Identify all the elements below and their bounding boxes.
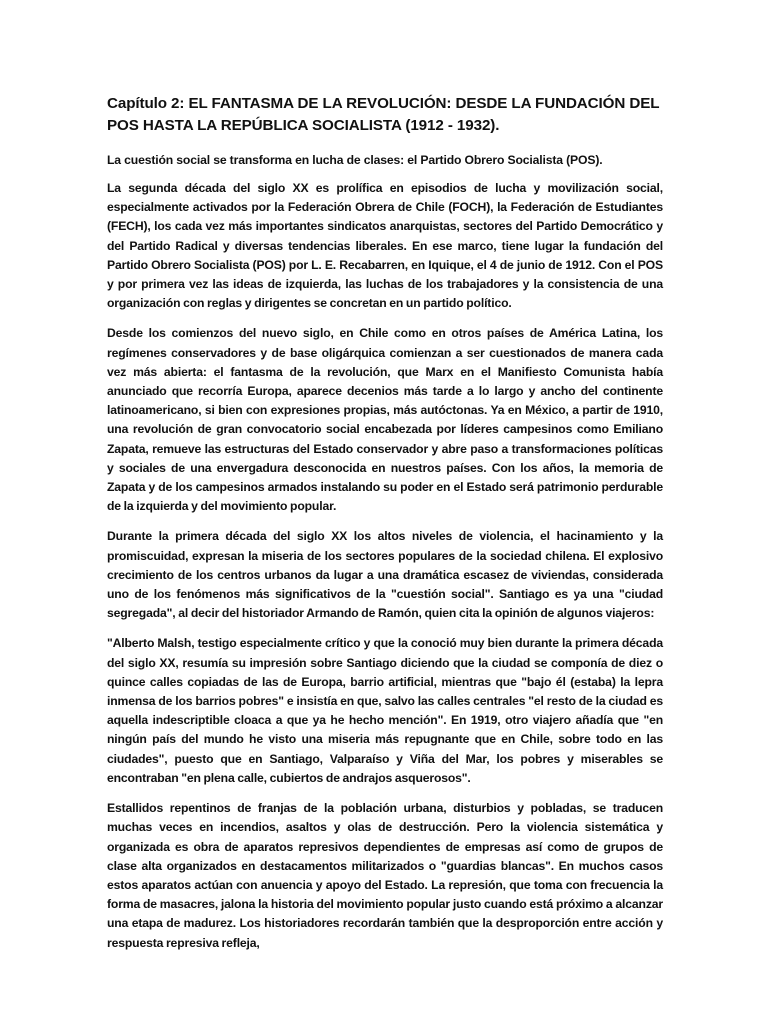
- chapter-title: Capítulo 2: EL FANTASMA DE LA REVOLUCIÓN: DESDE LA FUNDACIÓN DEL POS HASTA LA REPÚBLICA SOCIALISTA (1912 - 1932).: [107, 95, 660, 134]
- paragraph-5: Estallidos repentinos de franjas de la población urbana, disturbios y pobladas, se traducen muchas veces en incendios, asaltos y olas de destrucción. Pero la violencia sistemática y organizada es obra de aparatos represivos dependientes de empresas así como de grupos de clase alta organizados en destacamentos militarizados o "guardias blancas". En muchos casos estos aparatos actúan con anuencia y apoyo del Estado. La represión, que toma con frecuencia la forma de masacres, jalona la historia del movimiento popular justo cuando está próximo a alcanzar una etapa de madurez. Los historiadores recordarán también que la desproporción entre acción y respuesta represiva refleja,: [107, 801, 663, 950]
- paragraph-4-quote: "Alberto Malsh, testigo especialmente crítico y que la conoció muy bien durante la primera década del siglo XX, resumía su impresión sobre Santiago diciendo que la ciudad se componía de diez o quince calles copiadas de las de Europa, barrio artificial, mientras que "bajo él (estaba) la lepra inmensa de los barrios pobres" e insistía en que, salvo las calles centrales "el resto de la ciudad es aquella indescriptible cloaca a que ya he hecho mención". En 1919, otro viajero añadía que "en ningún país del mundo he visto una miseria más repugnante que en Chile, sobre todo en las ciudades", puesto que en Santiago, Valparaíso y Viña del Mar, los pobres y miserables se encontraban "en plena calle, cubiertos de andrajos asquerosos".: [107, 636, 663, 785]
- paragraph-1: La segunda década del siglo XX es prolífica en episodios de lucha y movilización social, especialmente activados por la Federación Obrera de Chile (FOCH), la Federación de Estudiantes (FECH), los cada vez más importantes sindicatos anarquistas, sectores del Partido Democrático y del Partido Radical y diversas tendencias liberales. En ese marco, tiene lugar la fundación del Partido Obrero Socialista (POS) por L. E. Recabarren, en Iquique, el 4 de junio de 1912. Con el POS y por primera vez las ideas de izquierda, las luchas de los trabajadores y la consistencia de una organización con reglas y dirigentes se concretan en un partido político.: [107, 181, 663, 311]
- page-content: [107, 93, 663, 964]
- section-heading: La cuestión social se transforma en lucha de clases: el Partido Obrero Socialista (POS).: [107, 153, 603, 167]
- paragraph-3: Durante la primera década del siglo XX los altos niveles de violencia, el hacinamiento y la promiscuidad, expresan la miseria de los sectores populares de la sociedad chilena. El explosivo crecimiento de los centros urbanos da lugar a una dramática escasez de viviendas, considerada uno de los fenómenos más significativos de la "cuestión social". Santiago es ya una "ciudad segregada", al decir del historiador Armando de Ramón, quien cita la opinión de algunos viajeros:: [107, 529, 663, 621]
- paragraph-2: Desde los comienzos del nuevo siglo, en Chile como en otros países de América Latina, los regímenes conservadores y de base oligárquica comienzan a ser cuestionados de manera cada vez más abierta: el fantasma de la revolución, que Marx en el Manifiesto Comunista había anunciado que recorría Europa, aparece decenios más tarde a lo largo y ancho del continente latinoamericano, si bien con expresiones propias, más autóctonas. Ya en México, a partir de 1910, una revolución de gran convocatorio social encabezada por líderes campesinos como Emiliano Zapata, remueve las estructuras del Estado conservador y abre paso a transformaciones políticas y sociales de una envergadura desconocida en nuestros países. Con los años, la memoria de Zapata y de los campesinos armados instalando su poder en el Estado será patrimonio perdurable de la izquierda y del movimiento popular.: [107, 326, 663, 514]
